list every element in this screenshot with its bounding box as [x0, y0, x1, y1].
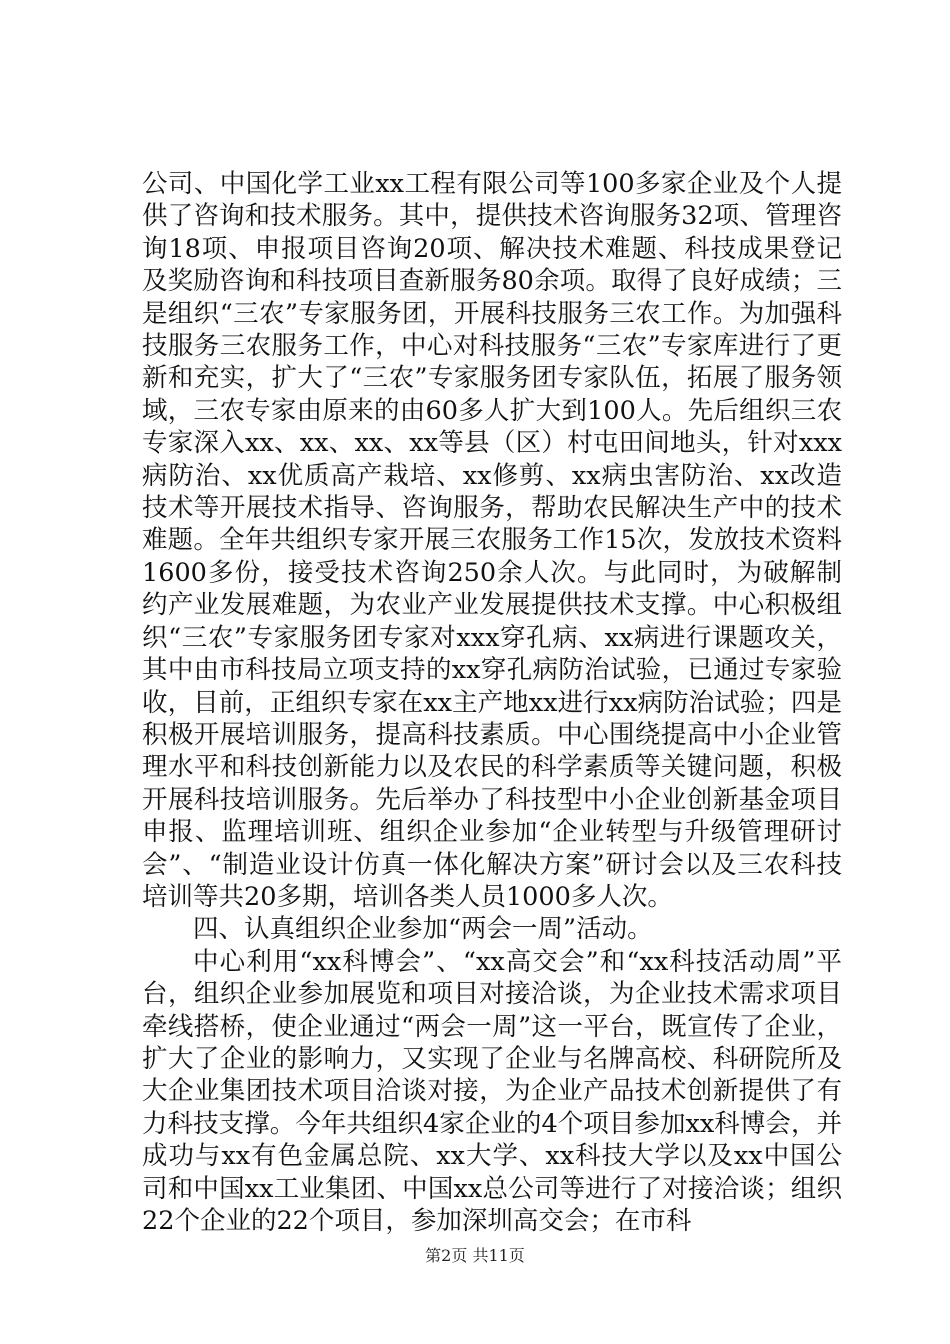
- document-body: [142, 168, 842, 1237]
- page-number-footer: 第2页 共11页: [425, 1246, 525, 1265]
- paragraph-continued-summary: 公司、中国化学工业xx工程有限公司等100多家企业及个人提供了咨询和技术服务。其中，提供技术咨询服务32项、管理咨询18项、申报项目咨询20项、解决技术难题、科技成果登记及奖励咨询和科技项目查新服务80余项。取得了良好成绩；三是组织“三农”专家服务团，开展科技服务三农工作。为加强科技服务三农服务工作，中心对科技服务“三农”专家库进行了更新和充实，扩大了“三农”专家服务团专家队伍，拓展了服务领域，三农专家由原来的由60多人扩大到100人。先后组织三农专家深入xx、xx、xx、xx等县（区）村屯田间地头，针对xxx病防治、xx优质高产栽培、xx修剪、xx病虫害防治、xx改造技术等开展技术指导、咨询服务，帮助农民解决生产中的技术难题。全年共组织专家开展三农服务工作15次，发放技术资料1600多份，接受技术咨询250余人次。与此同时，为破解制约产业发展难题，为农业产业发展提供技术支撑。中心积极组织“三农”专家服务团专家对xxx穿孔病、xx病进行课题攻关，其中由市科技局立项支持的xx穿孔病防治试验，已通过专家验收，目前，正组织专家在xx主产地xx进行xx病防治试验；四是积极开展培训服务，提高科技素质。中心围绕提高中小企业管理水平和科技创新能力以及农民的科学素质等关键问题，积极开展科技培训服务。先后举办了科技型中小企业创新基金项目申报、监理培训班、组织企业参加“企业转型与升级管理研讨会”、“制造业设计仿真一体化解决方案”研讨会以及三农科技培训等共20多期，培训各类人员1000多人次。: [142, 169, 842, 912]
- section-heading-four: 四、认真组织企业参加“两会一周”活动。: [193, 914, 653, 945]
- paragraph-expo-activities: 中心利用“xx科博会”、“xx高交会”和“xx科技活动周”平台，组织企业参加展览和项目对接洽谈，为企业技术需求项目牵线搭桥，使企业通过“两会一周”这一平台，既宣传了企业，扩大了企业的影响力，又实现了企业与名牌高校、科研院所及大企业集团技术项目洽谈对接，为企业产品技术创新提供了有力科技支撑。今年共组织4家企业的4个项目参加xx科博会，并成功与xx有色金属总院、xx大学、xx科技大学以及xx中国公司和中国xx工业集团、中国xx总公司等进行了对接洽谈；组织22个企业的22个项目，参加深圳高交会；在市科: [142, 946, 842, 1236]
